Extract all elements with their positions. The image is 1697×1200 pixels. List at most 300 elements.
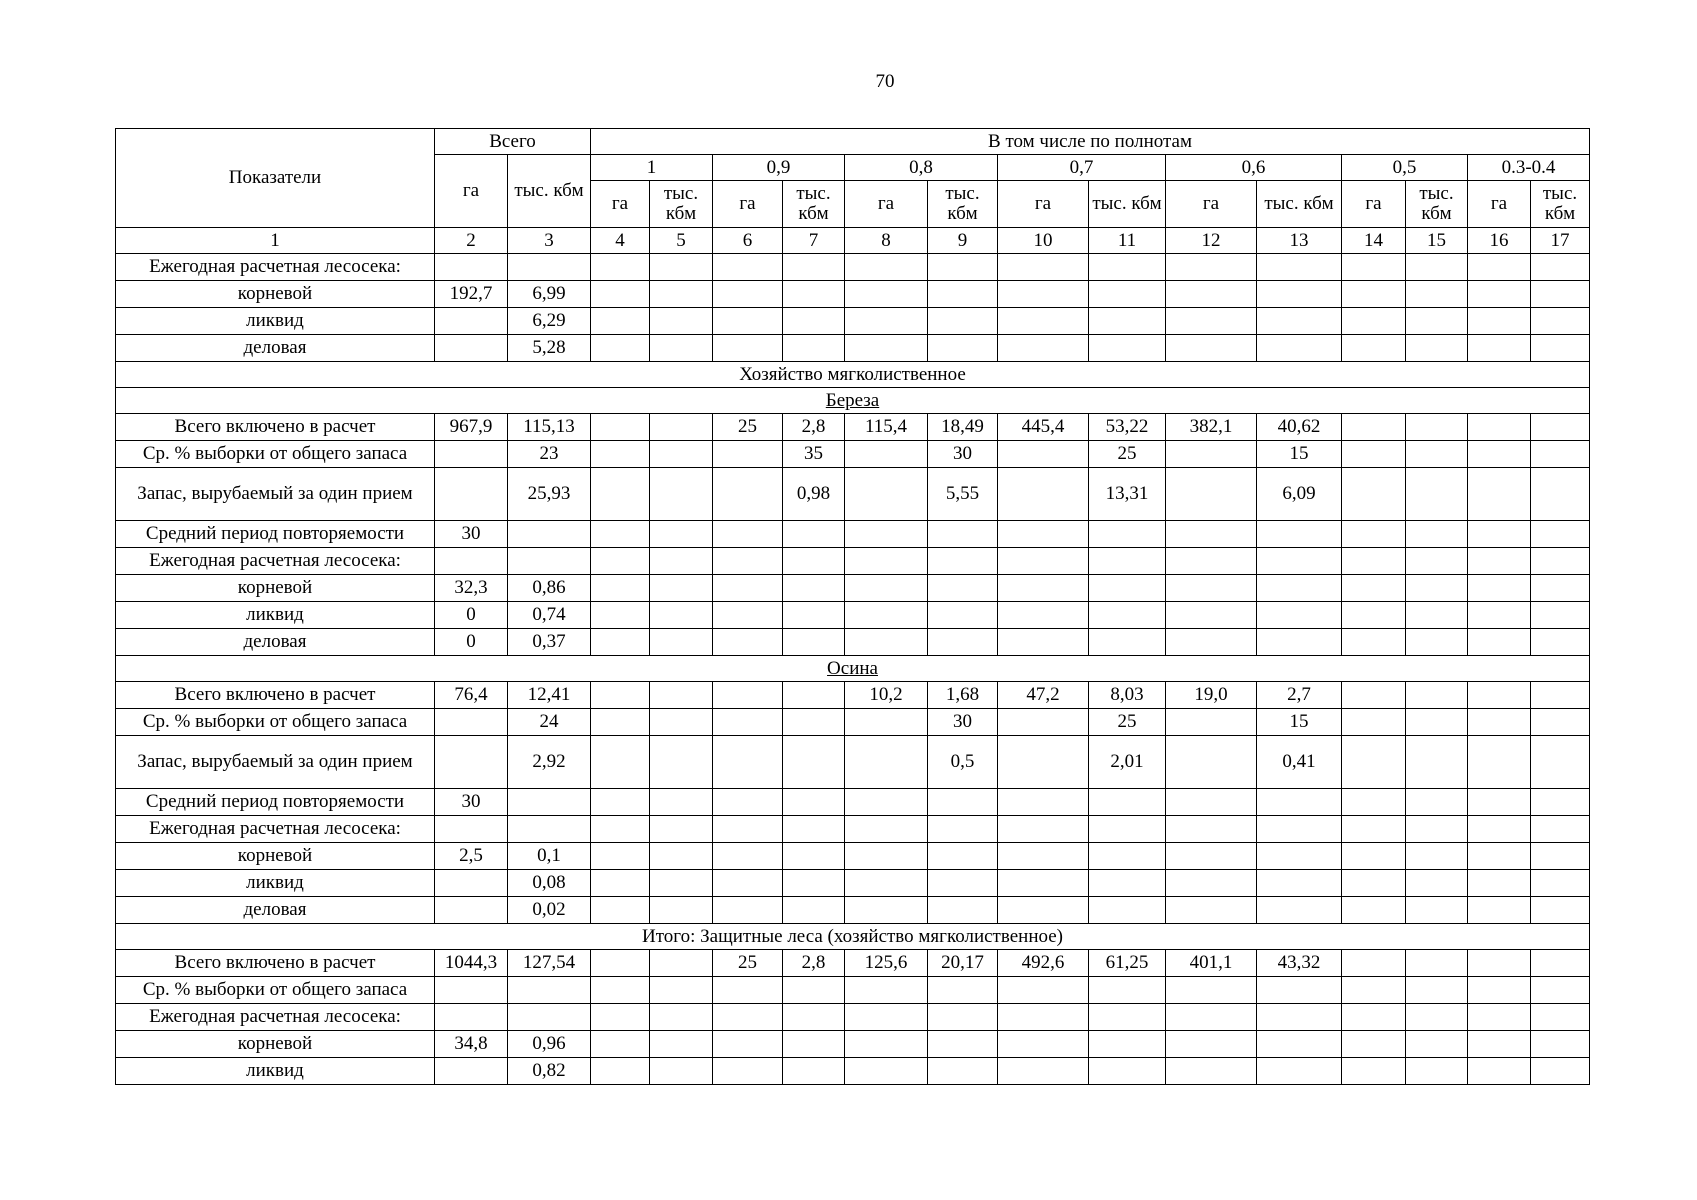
table-cell	[650, 816, 713, 843]
table-row	[116, 816, 1590, 843]
table-cell: 5,28	[508, 335, 591, 362]
table-row	[116, 843, 1590, 870]
table-cell: 6,99	[508, 281, 591, 308]
table-cell	[1257, 521, 1342, 548]
row-label: деловая	[116, 897, 435, 924]
table-cell	[845, 789, 928, 816]
table-cell	[1468, 575, 1531, 602]
header-density: 0,7	[998, 155, 1166, 181]
table-cell	[713, 335, 783, 362]
table-row	[116, 254, 1590, 281]
table-cell: 1044,3	[435, 950, 508, 977]
section-title-text: Осина	[827, 657, 878, 679]
table-cell	[1531, 897, 1590, 924]
table-cell	[650, 709, 713, 736]
table-cell	[713, 521, 783, 548]
table-cell: 61,25	[1089, 950, 1166, 977]
table-cell	[650, 521, 713, 548]
table-cell	[998, 468, 1089, 521]
table-cell: 15	[1257, 441, 1342, 468]
table-cell	[1166, 843, 1257, 870]
table-cell	[1531, 414, 1590, 441]
table-cell	[1089, 521, 1166, 548]
table-cell	[713, 281, 783, 308]
section-title	[116, 656, 1590, 682]
table-cell	[508, 789, 591, 816]
header-density: 0,5	[1342, 155, 1468, 181]
table-cell	[1342, 521, 1406, 548]
table-cell	[1166, 789, 1257, 816]
table-cell: 967,9	[435, 414, 508, 441]
table-row	[116, 950, 1590, 977]
table-cell: 6,29	[508, 308, 591, 335]
table-cell	[650, 736, 713, 789]
table-body	[116, 254, 1590, 1085]
table-cell	[845, 254, 928, 281]
table-cell	[1166, 575, 1257, 602]
table-cell	[650, 468, 713, 521]
table-row	[116, 602, 1590, 629]
table-cell	[1406, 1004, 1468, 1031]
table-cell	[845, 281, 928, 308]
table-cell: 5,55	[928, 468, 998, 521]
header-unit-tkbm: тыс. кбм	[1406, 181, 1468, 228]
table-cell	[591, 254, 650, 281]
table-cell	[1406, 709, 1468, 736]
column-number: 7	[783, 228, 845, 254]
table-cell	[591, 629, 650, 656]
table-cell	[998, 602, 1089, 629]
table-cell	[783, 736, 845, 789]
table-cell: 18,49	[928, 414, 998, 441]
table-row	[116, 468, 1590, 521]
table-cell	[713, 308, 783, 335]
table-cell	[1166, 897, 1257, 924]
table-cell	[1342, 575, 1406, 602]
table-cell	[845, 709, 928, 736]
header-density: 1	[591, 155, 713, 181]
table-cell	[1089, 977, 1166, 1004]
row-label: деловая	[116, 629, 435, 656]
table-cell	[650, 441, 713, 468]
table-cell	[845, 736, 928, 789]
table-cell: 32,3	[435, 575, 508, 602]
table-cell	[783, 548, 845, 575]
table-cell	[1342, 950, 1406, 977]
table-cell: 30	[435, 789, 508, 816]
table-row	[116, 308, 1590, 335]
table-cell	[998, 441, 1089, 468]
table-cell	[1257, 1031, 1342, 1058]
table-cell	[1406, 548, 1468, 575]
table-cell	[1089, 789, 1166, 816]
table-cell: 12,41	[508, 682, 591, 709]
table-row	[116, 789, 1590, 816]
table-cell: 20,17	[928, 950, 998, 977]
table-cell	[845, 870, 928, 897]
table-cell	[1468, 977, 1531, 1004]
table-cell	[591, 441, 650, 468]
table-cell	[1406, 977, 1468, 1004]
table-cell	[1531, 1031, 1590, 1058]
table-cell	[435, 254, 508, 281]
section-title	[116, 388, 1590, 414]
table-cell	[1089, 897, 1166, 924]
row-label: ликвид	[116, 308, 435, 335]
table-cell	[1089, 254, 1166, 281]
table-cell	[1342, 548, 1406, 575]
table-cell	[845, 441, 928, 468]
table-cell	[783, 1031, 845, 1058]
table-cell	[1342, 977, 1406, 1004]
table-row	[116, 521, 1590, 548]
table-cell: 0,5	[928, 736, 998, 789]
table-cell	[650, 977, 713, 1004]
header-by-density: В том числе по полнотам	[591, 129, 1590, 155]
table-cell	[591, 1058, 650, 1085]
table-cell	[1089, 281, 1166, 308]
table-cell	[1406, 335, 1468, 362]
table-cell	[1342, 816, 1406, 843]
table-row	[116, 548, 1590, 575]
table-cell	[1342, 254, 1406, 281]
row-label: Всего включено в расчет	[116, 414, 435, 441]
column-number: 11	[1089, 228, 1166, 254]
table-cell: 15	[1257, 709, 1342, 736]
table-cell	[1531, 682, 1590, 709]
table-cell	[998, 1058, 1089, 1085]
table-cell: 10,2	[845, 682, 928, 709]
table-cell: 30	[928, 709, 998, 736]
section-row	[116, 924, 1590, 950]
table-cell	[1406, 816, 1468, 843]
table-cell	[1406, 1058, 1468, 1085]
table-cell	[1531, 254, 1590, 281]
table-cell	[1166, 629, 1257, 656]
table-cell	[1531, 441, 1590, 468]
table-cell	[591, 468, 650, 521]
table-cell	[1531, 629, 1590, 656]
table-cell	[928, 521, 998, 548]
row-label: корневой	[116, 1031, 435, 1058]
table-cell: 0,08	[508, 870, 591, 897]
table-cell	[591, 977, 650, 1004]
table-cell	[1406, 629, 1468, 656]
table-cell	[928, 1031, 998, 1058]
table-cell	[845, 335, 928, 362]
table-cell: 2,7	[1257, 682, 1342, 709]
table-cell	[783, 1058, 845, 1085]
table-cell	[435, 468, 508, 521]
table-cell	[435, 548, 508, 575]
table-cell	[998, 843, 1089, 870]
table-cell	[713, 575, 783, 602]
table-cell	[1531, 870, 1590, 897]
table-cell	[591, 789, 650, 816]
table-cell	[1342, 629, 1406, 656]
header-total-tkbm: тыс. кбм	[508, 155, 591, 228]
table-cell	[591, 521, 650, 548]
table-cell	[928, 1058, 998, 1085]
table-cell	[435, 870, 508, 897]
table-cell	[1531, 468, 1590, 521]
table-cell	[591, 1004, 650, 1031]
table-cell	[1089, 602, 1166, 629]
table-cell	[1089, 308, 1166, 335]
column-number: 15	[1406, 228, 1468, 254]
table-cell	[1342, 789, 1406, 816]
table-cell	[435, 816, 508, 843]
table-cell: 115,13	[508, 414, 591, 441]
table-cell: 2,8	[783, 950, 845, 977]
table-cell	[1406, 281, 1468, 308]
table-cell	[928, 602, 998, 629]
table-cell	[845, 816, 928, 843]
header-unit-ha: га	[591, 181, 650, 228]
row-label: Ежегодная расчетная лесосека:	[116, 816, 435, 843]
table-cell: 40,62	[1257, 414, 1342, 441]
table-cell	[591, 897, 650, 924]
column-number: 12	[1166, 228, 1257, 254]
table-cell	[591, 575, 650, 602]
table-row	[116, 709, 1590, 736]
table-cell	[1089, 335, 1166, 362]
table-cell	[650, 789, 713, 816]
table-cell	[591, 414, 650, 441]
table-cell	[845, 521, 928, 548]
table-cell	[928, 843, 998, 870]
row-label: Ежегодная расчетная лесосека:	[116, 1004, 435, 1031]
table-cell: 0,98	[783, 468, 845, 521]
table-cell	[650, 254, 713, 281]
table-cell	[1166, 308, 1257, 335]
column-number: 16	[1468, 228, 1531, 254]
header-total-ha: га	[435, 155, 508, 228]
column-number: 9	[928, 228, 998, 254]
table-cell	[650, 308, 713, 335]
row-label: ликвид	[116, 602, 435, 629]
table-cell	[1166, 521, 1257, 548]
table-cell	[1406, 682, 1468, 709]
header-total: Всего	[435, 129, 591, 155]
table-cell	[1531, 950, 1590, 977]
table-cell	[1257, 548, 1342, 575]
table-cell	[1166, 736, 1257, 789]
table-row	[116, 414, 1590, 441]
table-cell	[928, 335, 998, 362]
section-title	[116, 924, 1590, 950]
header-unit-tkbm: тыс. кбм	[928, 181, 998, 228]
column-numbers-row	[116, 228, 1590, 254]
table-cell	[1468, 870, 1531, 897]
row-label: корневой	[116, 843, 435, 870]
table-cell	[713, 870, 783, 897]
table-cell	[1257, 281, 1342, 308]
table-cell	[435, 1004, 508, 1031]
table-cell: 6,09	[1257, 468, 1342, 521]
table-cell	[1166, 281, 1257, 308]
table-cell	[845, 897, 928, 924]
table-cell: 0	[435, 602, 508, 629]
table-cell	[1166, 441, 1257, 468]
table-cell	[1468, 521, 1531, 548]
table-cell	[1166, 335, 1257, 362]
table-cell	[435, 736, 508, 789]
table-cell	[783, 254, 845, 281]
column-number: 3	[508, 228, 591, 254]
table-cell	[713, 1004, 783, 1031]
section-title-text: Хозяйство мягколиственное	[739, 363, 966, 385]
table-cell	[1342, 870, 1406, 897]
table-cell	[783, 602, 845, 629]
table-cell	[1342, 843, 1406, 870]
table-cell	[1342, 441, 1406, 468]
table-cell	[928, 977, 998, 1004]
table-cell	[1406, 1031, 1468, 1058]
table-cell: 2,01	[1089, 736, 1166, 789]
header-density: 0,8	[845, 155, 998, 181]
table-cell	[1166, 1004, 1257, 1031]
table-cell: 0	[435, 629, 508, 656]
table-cell	[998, 709, 1089, 736]
table-cell	[928, 281, 998, 308]
row-label: Всего включено в расчет	[116, 950, 435, 977]
table-cell: 19,0	[1166, 682, 1257, 709]
forest-table	[115, 128, 1590, 1085]
table-cell	[783, 335, 845, 362]
table-cell	[783, 281, 845, 308]
header-unit-ha: га	[1468, 181, 1531, 228]
table-cell	[713, 709, 783, 736]
table-cell	[998, 521, 1089, 548]
column-number: 6	[713, 228, 783, 254]
table-cell	[1406, 254, 1468, 281]
row-label: корневой	[116, 281, 435, 308]
table-cell	[783, 977, 845, 1004]
table-cell	[1406, 441, 1468, 468]
table-cell	[998, 977, 1089, 1004]
table-cell	[998, 335, 1089, 362]
table-row	[116, 335, 1590, 362]
table-cell	[928, 897, 998, 924]
table-cell	[435, 308, 508, 335]
header-unit-tkbm: тыс. кбм	[1531, 181, 1590, 228]
header-indicators: Показатели	[116, 129, 435, 228]
table-cell	[1257, 816, 1342, 843]
table-cell	[508, 1004, 591, 1031]
table-cell: 127,54	[508, 950, 591, 977]
table-cell	[650, 1031, 713, 1058]
table-cell	[1257, 629, 1342, 656]
table-cell	[998, 254, 1089, 281]
table-cell: 2,92	[508, 736, 591, 789]
table-cell	[650, 843, 713, 870]
table-cell	[1257, 870, 1342, 897]
table-cell	[1342, 335, 1406, 362]
table-cell	[435, 709, 508, 736]
table-cell: 34,8	[435, 1031, 508, 1058]
table-cell	[1406, 308, 1468, 335]
table-cell	[845, 602, 928, 629]
table-cell	[1531, 308, 1590, 335]
table-cell	[998, 629, 1089, 656]
table-cell	[508, 816, 591, 843]
row-label: Ежегодная расчетная лесосека:	[116, 548, 435, 575]
table-cell	[1089, 870, 1166, 897]
table-cell: 401,1	[1166, 950, 1257, 977]
table-cell: 0,82	[508, 1058, 591, 1085]
table-cell: 30	[928, 441, 998, 468]
column-number: 14	[1342, 228, 1406, 254]
table-cell	[1257, 1058, 1342, 1085]
table-cell	[783, 521, 845, 548]
table-cell	[783, 629, 845, 656]
table-cell	[1468, 1058, 1531, 1085]
header-density: 0.3-0.4	[1468, 155, 1590, 181]
header-unit-ha: га	[1166, 181, 1257, 228]
table-cell	[998, 736, 1089, 789]
table-cell	[1089, 575, 1166, 602]
table-row	[116, 629, 1590, 656]
table-cell	[650, 335, 713, 362]
table-cell: 0,41	[1257, 736, 1342, 789]
header-density: 0,6	[1166, 155, 1342, 181]
table-cell	[1342, 736, 1406, 789]
table-cell: 192,7	[435, 281, 508, 308]
table-cell	[1406, 897, 1468, 924]
table-cell	[591, 308, 650, 335]
page-number: 70	[875, 71, 895, 92]
table-cell	[783, 897, 845, 924]
column-number: 10	[998, 228, 1089, 254]
row-label: Запас, вырубаемый за один прием	[116, 468, 435, 521]
header-unit-ha: га	[1342, 181, 1406, 228]
table-cell	[998, 281, 1089, 308]
table-row	[116, 870, 1590, 897]
table-cell: 25	[713, 950, 783, 977]
table-cell	[713, 441, 783, 468]
table-cell: 24	[508, 709, 591, 736]
table-cell	[845, 575, 928, 602]
table-cell	[1342, 1004, 1406, 1031]
header-unit-tkbm: тыс. кбм	[1089, 181, 1166, 228]
table-cell	[1166, 602, 1257, 629]
table-cell	[650, 682, 713, 709]
table-cell: 47,2	[998, 682, 1089, 709]
table-row	[116, 1031, 1590, 1058]
table-cell	[591, 682, 650, 709]
table-cell: 43,32	[1257, 950, 1342, 977]
table-cell	[1342, 897, 1406, 924]
table-row	[116, 575, 1590, 602]
table-cell	[591, 709, 650, 736]
table-cell	[1257, 335, 1342, 362]
table-cell	[713, 816, 783, 843]
table-cell	[1468, 816, 1531, 843]
table-cell	[1531, 709, 1590, 736]
table-cell: 0,02	[508, 897, 591, 924]
table-cell	[1257, 843, 1342, 870]
table-cell	[998, 575, 1089, 602]
table-cell	[1166, 1058, 1257, 1085]
table-cell	[928, 789, 998, 816]
table-cell	[1089, 548, 1166, 575]
table-cell: 115,4	[845, 414, 928, 441]
table-cell: 0,86	[508, 575, 591, 602]
table-cell	[713, 736, 783, 789]
table-cell	[1468, 281, 1531, 308]
header-unit-ha: га	[713, 181, 783, 228]
